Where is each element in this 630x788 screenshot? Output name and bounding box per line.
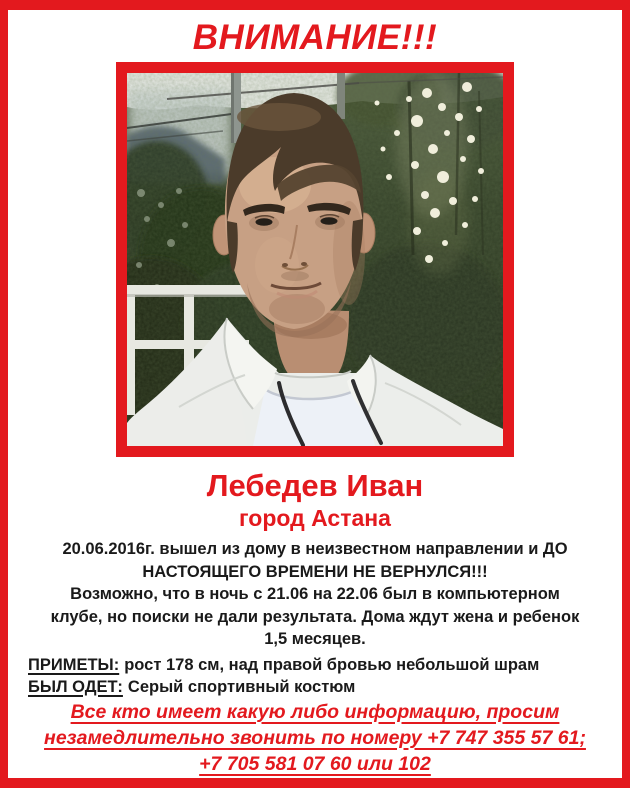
info-paragraph-2 (8, 583, 622, 651)
photo-frame (116, 62, 514, 457)
contact-line-1: Все кто имеет какую либо информацию, просим (70, 700, 560, 723)
person-city: город Астана (239, 505, 391, 531)
info-line: Возможно, что в ночь с 21.06 на 22.06 был в компьютерном (70, 585, 560, 603)
contact-block (8, 700, 622, 776)
info-line: НАСТОЯЩЕГО ВРЕМЕНИ НЕ ВЕРНУЛСЯ!!! (142, 562, 488, 581)
details-block (8, 654, 622, 698)
detail-row-primety (28, 654, 622, 676)
info-line: 20.06.2016г. вышел из дому в неизвестном направлении и ДО (62, 540, 568, 558)
byl-odet-label: БЫЛ ОДЕТ: (28, 677, 123, 696)
missing-person-photo (127, 73, 503, 446)
attention-title: ВНИМАНИЕ!!! (192, 18, 438, 57)
primety-value: рост 178 см, над правой бровью небольшой шрам (124, 655, 540, 674)
byl-odet-value: Серый спортивный костюм (127, 677, 356, 696)
info-line: клубе, но поиски не дали результата. Дома ждут жена и ребенок (50, 607, 580, 626)
detail-row-byl-odet (28, 676, 622, 698)
person-name: Лебедев Иван (206, 468, 424, 503)
info-line: 1,5 месяцев. (264, 630, 366, 648)
contact-line-2: незамедлительно звонить по номеру +7 747 355 57 61; (44, 726, 586, 749)
info-paragraph-1 (8, 538, 622, 583)
primety-label: ПРИМЕТЫ: (28, 655, 120, 674)
contact-line-3: +7 705 581 07 60 или 102 (199, 752, 431, 775)
